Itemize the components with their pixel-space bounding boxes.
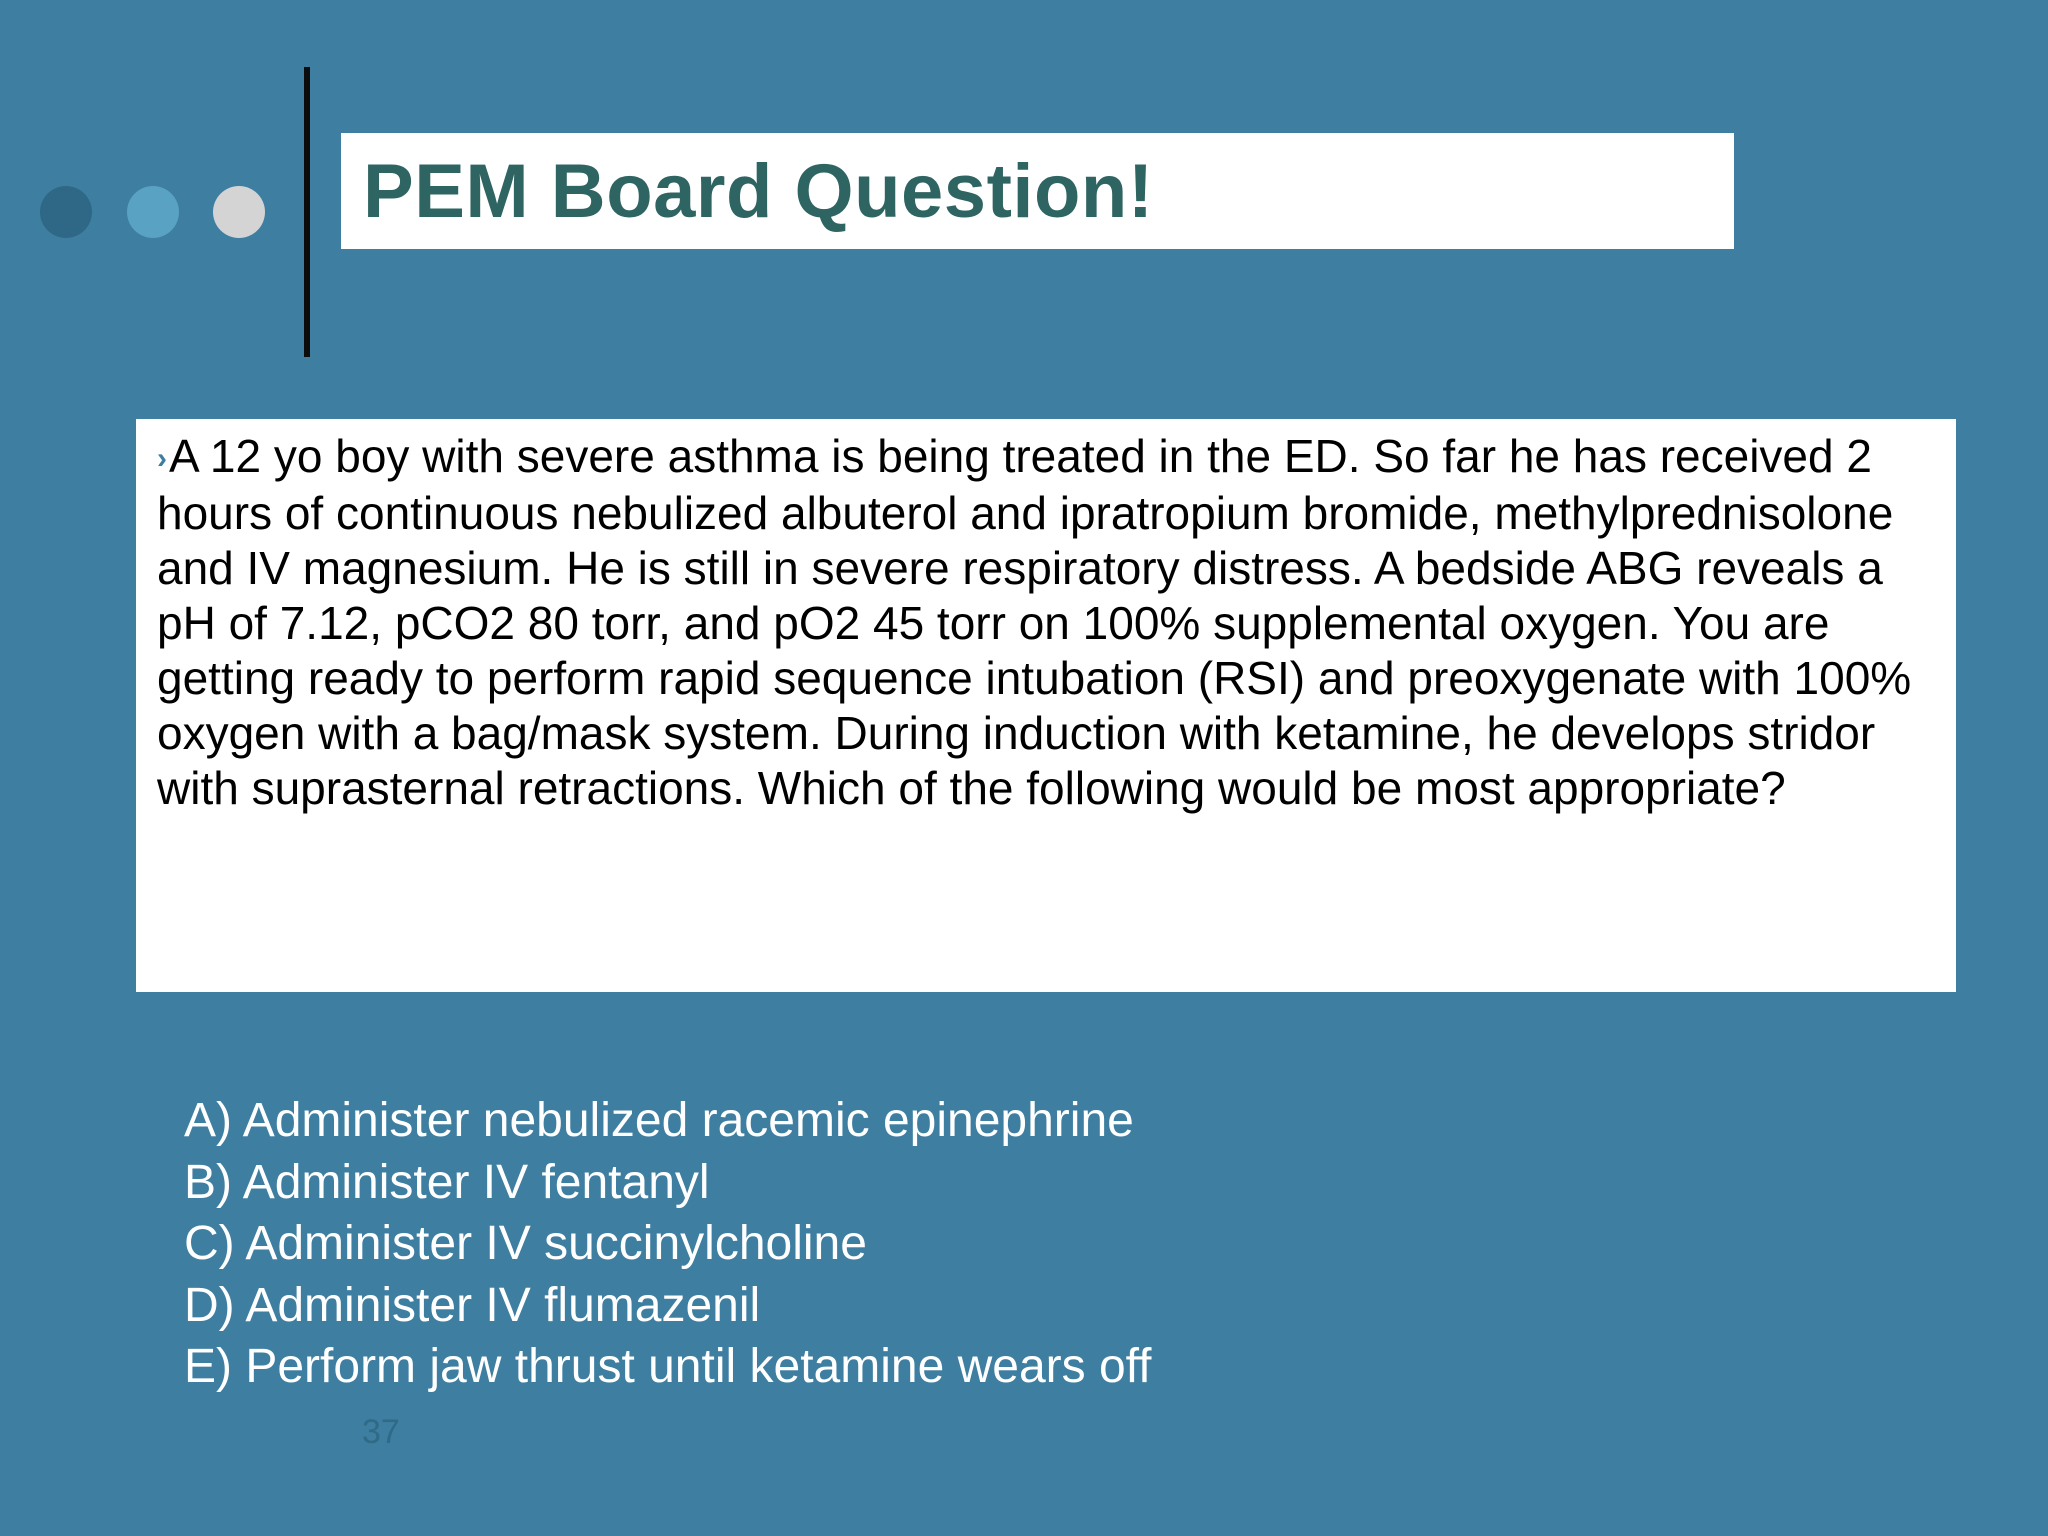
decorative-dot-dark — [40, 186, 92, 238]
vertical-divider-line — [304, 67, 310, 357]
decorative-dot-gray — [213, 186, 265, 238]
answer-choice-d: D) Administer IV flumazenil — [184, 1278, 761, 1332]
question-paragraph — [157, 429, 1936, 816]
answer-choice-e: E) Perform jaw thrust until ketamine wears off — [184, 1340, 1152, 1393]
answer-choice-a: A) Administer nebulized racemic epinephrine — [184, 1094, 1134, 1147]
arrow-bullet-icon: › — [157, 442, 167, 475]
answer-choice-b: B) Administer IV fentanyl — [184, 1155, 710, 1209]
answer-choice-c: C) Administer IV succinylcholine — [184, 1217, 867, 1270]
slide-title: PEM Board Question! — [363, 148, 1154, 234]
title-box — [341, 133, 1734, 249]
slide-number: 37 — [362, 1413, 400, 1451]
answer-choices-list — [184, 1090, 1151, 1398]
question-text: A 12 yo boy with severe asthma is being treated in the ED. So far he has received 2 hours of continuous nebulized albuterol and ipratropium bromide, methylprednisolone and IV magnesium. He is still in severe respiratory distress. A bedside ABG reveals a pH of 7.12, pCO2 80 torr, and pO2 45 torr on 100% supplemental oxygen. You are getting ready to perform rapid sequence intubation (RSI) and preoxygenate with 100% oxygen with a bag/mask system. During induction with ketamine, he develops stridor with suprasternal retractions. Which of the following would be most appropriate? — [157, 430, 1912, 814]
question-box — [136, 419, 1956, 992]
decorative-dot-light-blue — [127, 186, 179, 238]
